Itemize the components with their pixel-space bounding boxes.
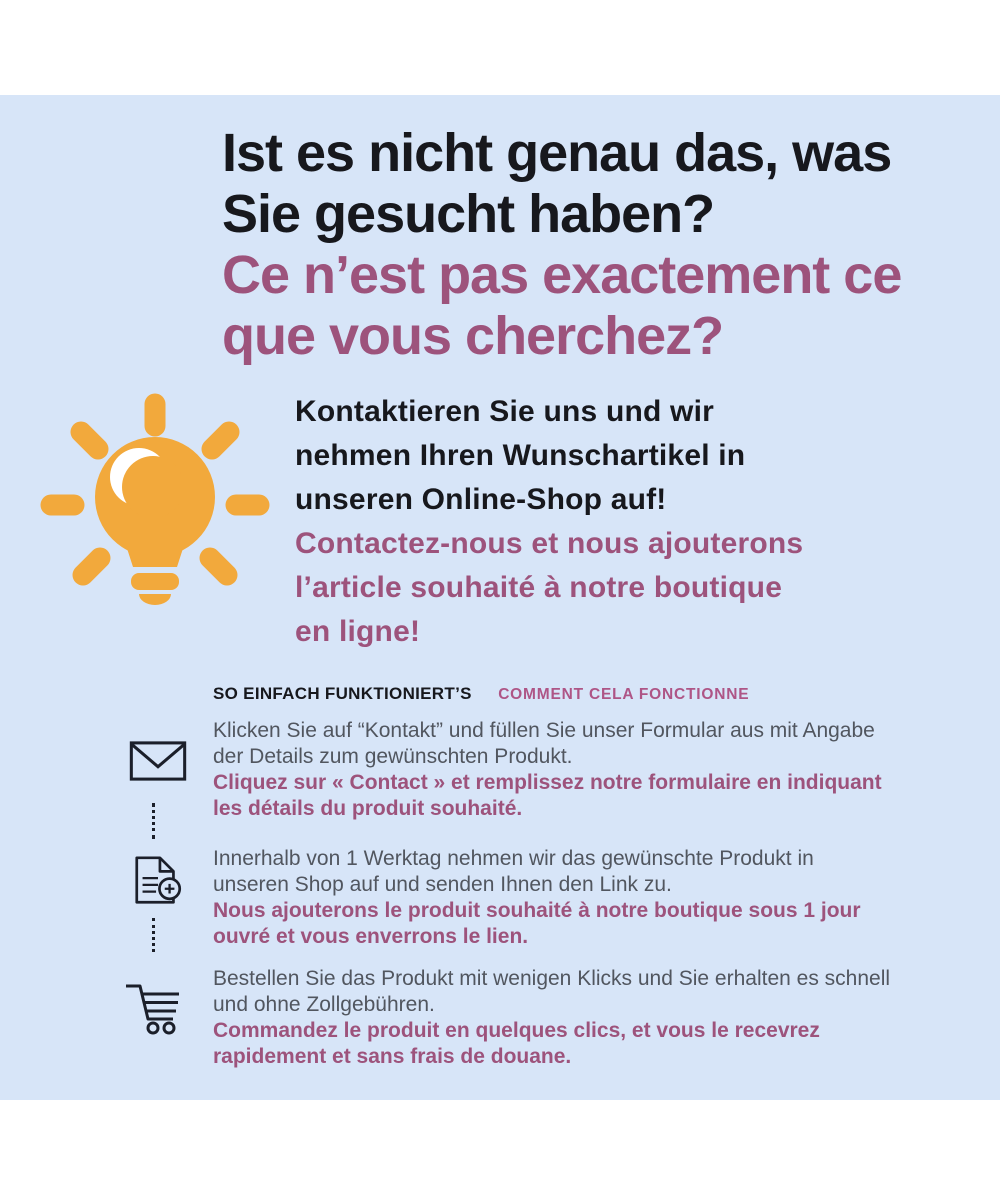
step-1 xyxy=(213,718,960,822)
step-2-french-line2: ouvré et vous enverrons le lien. xyxy=(213,925,529,948)
intro-german-line2: nehmen Ihren Wunschartikel in xyxy=(295,439,746,472)
dotted-connector-1 xyxy=(152,803,155,839)
envelope-icon xyxy=(129,741,187,781)
intro-french-line2: l’article souhaité à notre boutique xyxy=(295,571,783,604)
info-panel xyxy=(0,95,1000,1100)
step-1-german-line1: Klicken Sie auf “Kontakt” und füllen Sie unser Formular aus mit Angabe xyxy=(213,719,875,742)
intro-text xyxy=(295,390,960,654)
hero-title-german-line1: Ist es nicht genau das, was xyxy=(222,123,892,183)
steps-list xyxy=(213,718,960,1070)
intro-german-line1: Kontaktieren Sie uns und wir xyxy=(295,395,714,428)
hero-title-french-line2: que vous cherchez? xyxy=(222,306,724,366)
step-3-french-line1: Commandez le produit en quelques clics, et vous le recevrez xyxy=(213,1019,820,1042)
step-1-french-line1: Cliquez sur « Contact » et remplissez notre formulaire en indiquant xyxy=(213,771,882,794)
how-header-german: SO EINFACH FUNKTIONIERT’S xyxy=(213,684,472,703)
hero-title-french-line1: Ce n’est pas exactement ce xyxy=(222,245,902,305)
shopping-cart-icon xyxy=(122,981,182,1035)
intro-french-line1: Contactez-nous et nous ajouterons xyxy=(295,527,804,560)
intro-french-line3: en ligne! xyxy=(295,615,421,648)
how-it-works-header xyxy=(213,683,960,706)
step-3-french-line2: rapidement et sans frais de douane. xyxy=(213,1045,572,1068)
step-2-german-line1: Innerhalb von 1 Werktag nehmen wir das gewünschte Produkt in xyxy=(213,847,814,870)
dotted-connector-2 xyxy=(152,918,155,952)
step-3-german-line2: und ohne Zollgebühren. xyxy=(213,993,435,1016)
intro-german-line3: unseren Online-Shop auf! xyxy=(295,483,667,516)
step-3 xyxy=(213,966,960,1070)
step-2 xyxy=(213,846,960,950)
hero-headings xyxy=(0,95,1000,367)
step-2-german-line2: unseren Shop auf und senden Ihnen den Link zu. xyxy=(213,873,672,896)
hero-title-german-line2: Sie gesucht haben? xyxy=(222,184,715,244)
step-3-german-line1: Bestellen Sie das Produkt mit wenigen Klicks und Sie erhalten es schnell xyxy=(213,967,891,990)
how-header-french: COMMENT CELA FONCTIONNE xyxy=(498,686,750,703)
step-1-french-line2: les détails du produit souhaité. xyxy=(213,797,523,820)
step-2-french-line1: Nous ajouterons le produit souhaité à notre boutique sous 1 jour xyxy=(213,899,861,922)
lightbulb-icon xyxy=(40,393,270,623)
step-1-german-line2: der Details zum gewünschten Produkt. xyxy=(213,745,573,768)
document-add-icon xyxy=(130,855,186,907)
